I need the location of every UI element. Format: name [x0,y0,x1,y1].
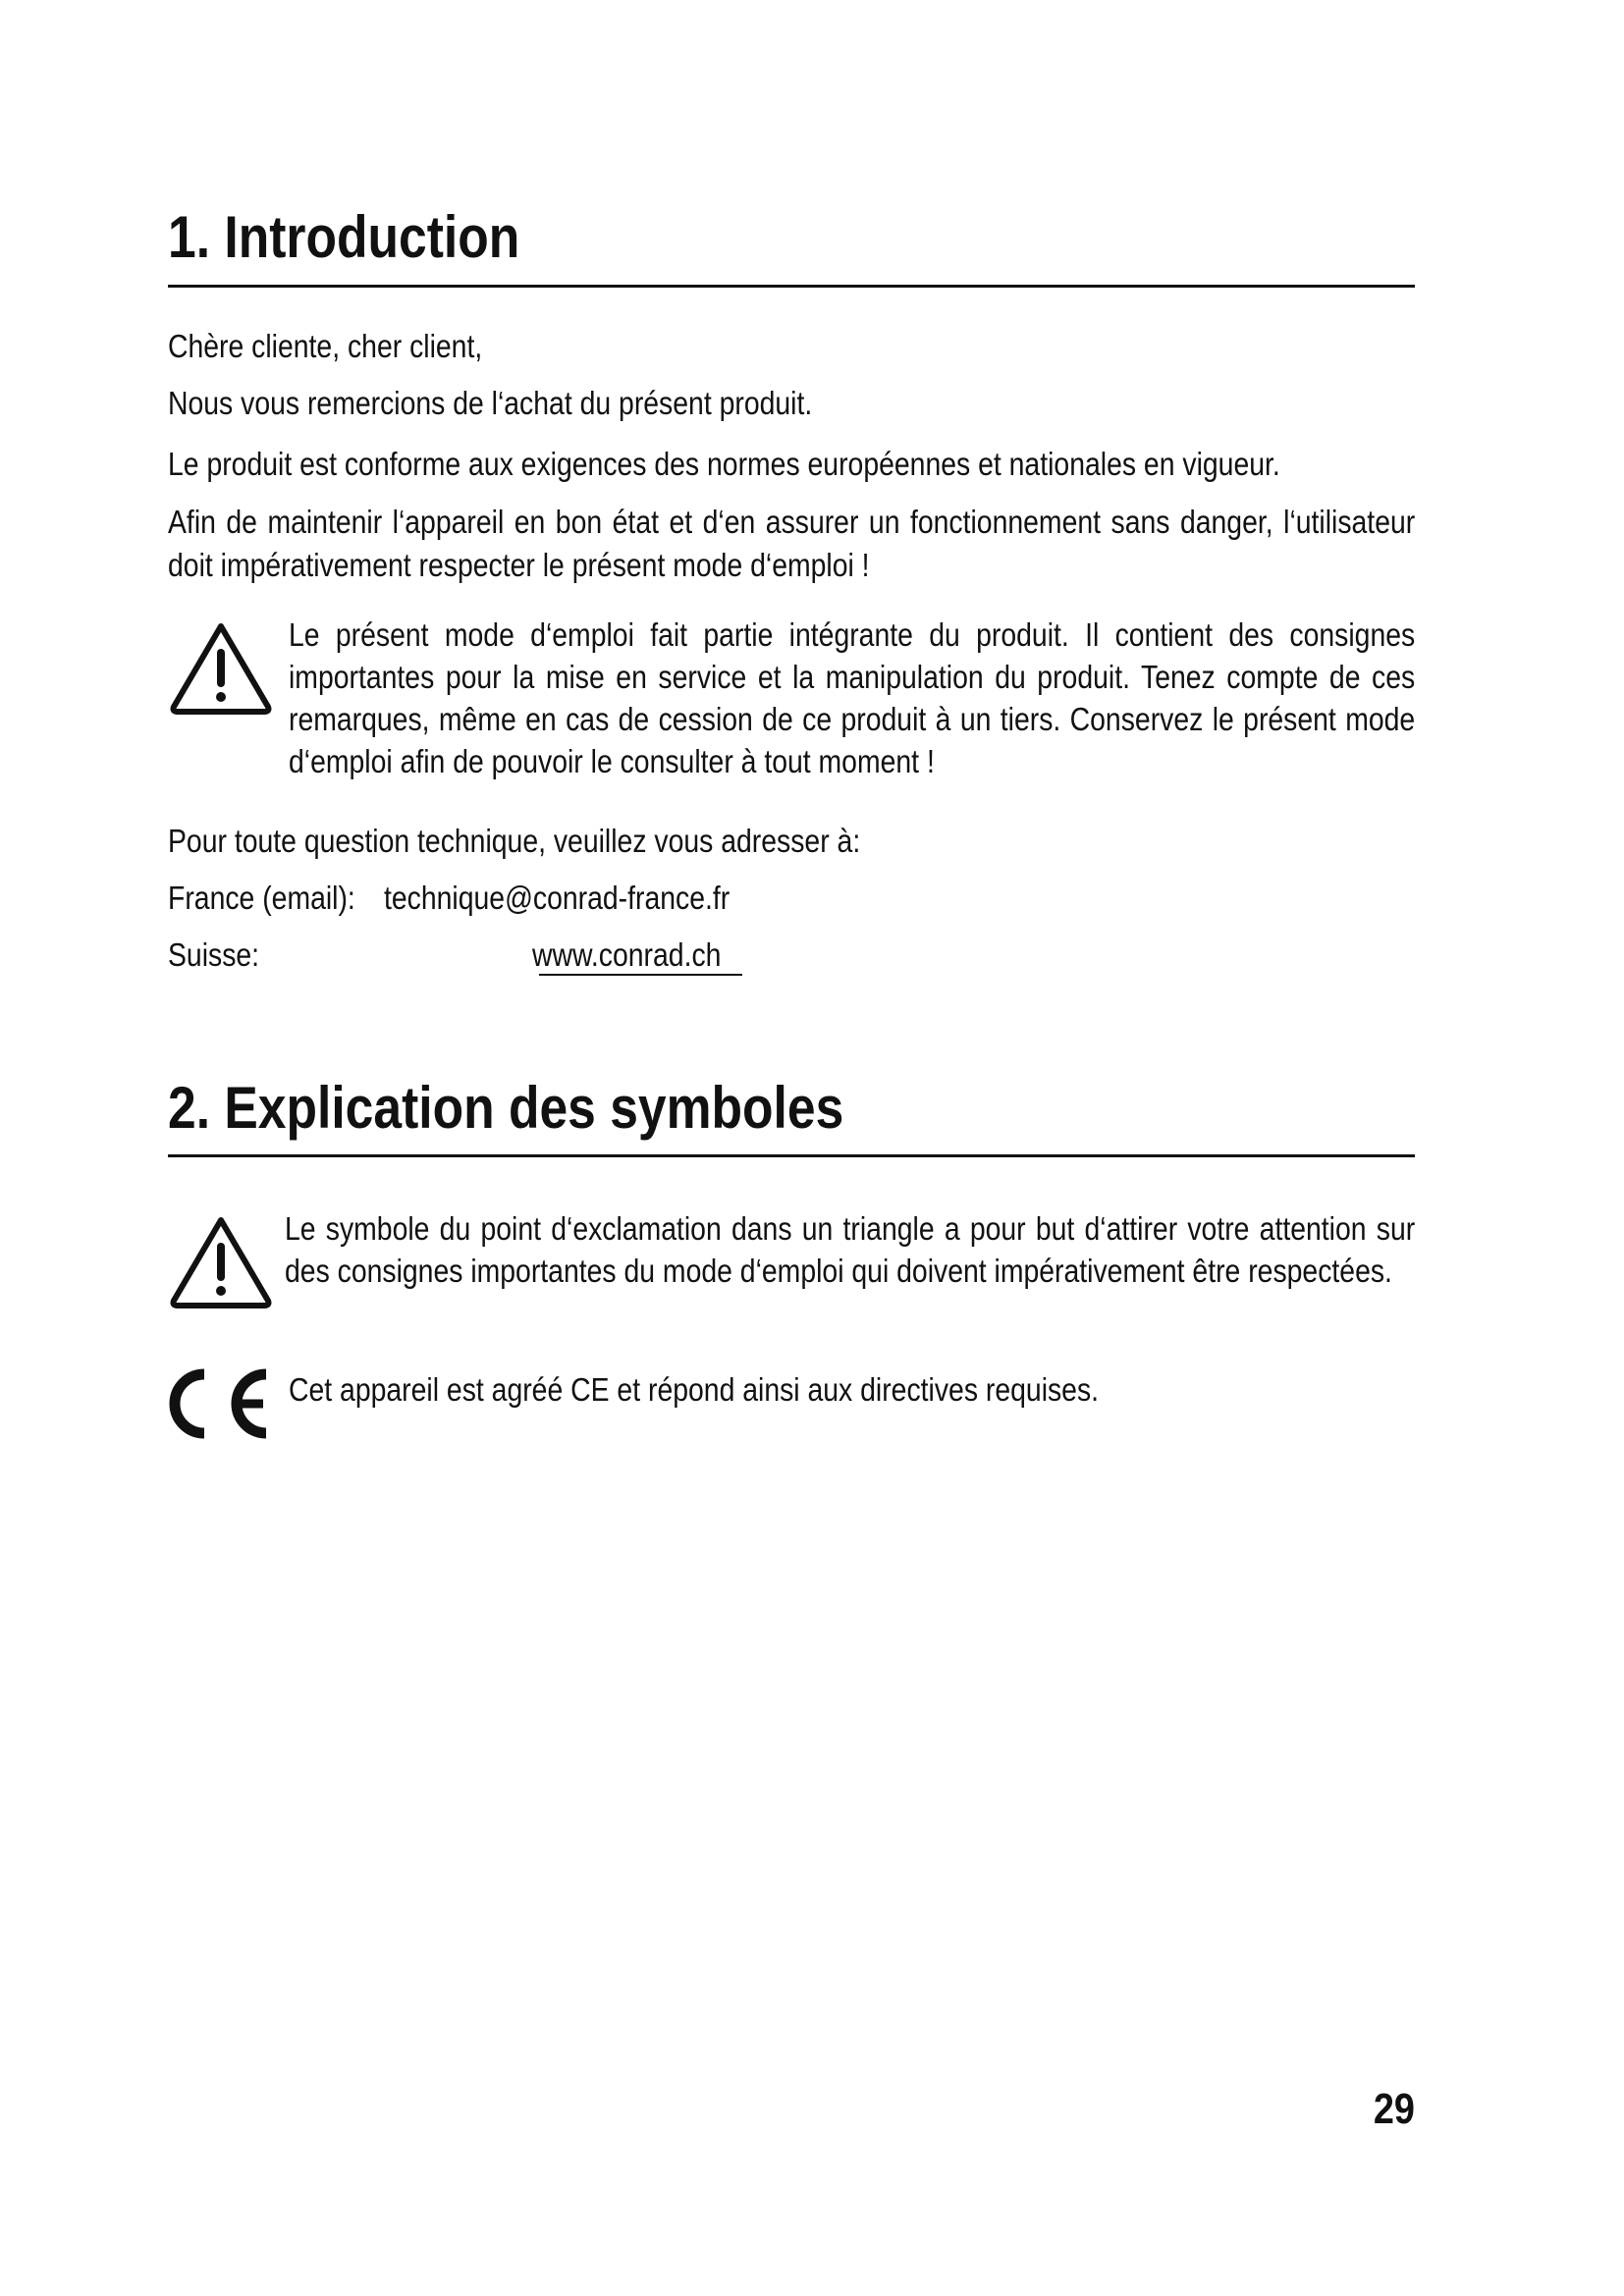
warning-triangle-icon [168,620,274,717]
thanks-text-content: Nous vous remercions de l‘achat du présent produit. [168,385,813,421]
warning-symbol-text [285,1207,1415,1292]
manual-page [168,0,1415,2296]
title-rule [168,1154,1415,1157]
question-text-content: Pour toute question technique, veuillez vous adresser à: [168,823,861,859]
greeting-text-content: Chère cliente, cher client, [168,328,483,364]
ce-symbol-text [289,1368,1415,1411]
warning-symbol-text-content: Le symbole du point d‘exclamation dans un triangle a pour but d‘attirer votre attention sur des consignes importantes du mode d‘emploi qui doivent impérativement être respectées. [285,1210,1416,1289]
section-title-symbols: 2. Explication des symboles [168,1075,844,1141]
suisse-website-link[interactable]: www.conrad.ch [532,936,722,973]
notice-text [289,614,1415,782]
maintain-paragraph [168,501,1415,587]
conformity-text-content: Le produit est conforme aux exigences des normes européennes et nationales en vigueur. [168,446,1280,482]
suisse-link-underline [539,974,742,976]
notice-text-content: Le présent mode d‘emploi fait partie intégrante du produit. Il contient des consignes importantes pour la mise en service et la manipulation du produit. Tenez compte de ces remarques, même en cas de cession de ce produit à un tiers. Conservez le présent mode d‘emploi afin de pouvoir le consulter à tout moment ! [289,616,1416,779]
title-rule [168,285,1415,288]
section-title-introduction: 1. Introduction [168,204,520,270]
contact-suisse-label: Suisse: [168,936,260,973]
page-number: 29 [1373,2085,1415,2133]
thanks-text [168,382,1415,425]
ce-symbol-text-content: Cet appareil est agréé CE et répond ainsi aux directives requises. [289,1371,1100,1408]
maintain-paragraph-content: Afin de maintenir l‘appareil en bon état et d‘en assurer un fonctionnement sans danger, l‘utilisateur doit impérativement respecter le présent mode d‘emploi ! [168,504,1416,583]
contact-suisse [168,934,274,977]
conformity-text [168,443,1415,486]
question-text [168,820,1415,863]
contact-france [168,877,386,920]
ce-mark-icon [165,1362,275,1445]
contact-france-label: France (email): [168,880,355,916]
warning-triangle-icon [168,1214,274,1310]
greeting-text [168,325,1415,368]
france-email-link[interactable]: technique@conrad-france.fr [384,880,731,916]
